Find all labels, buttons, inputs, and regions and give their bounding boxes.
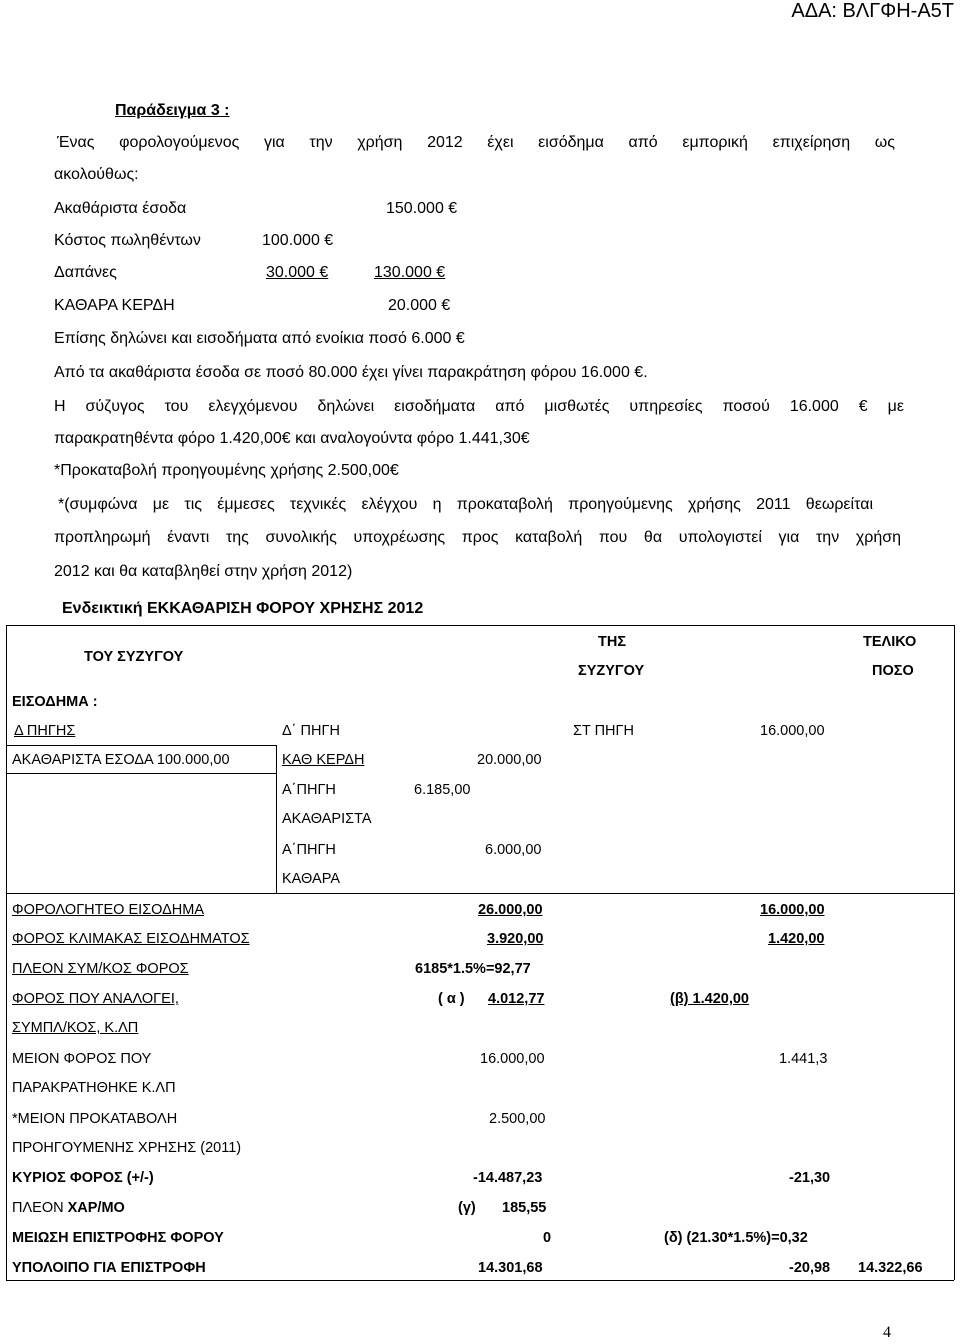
taxable-income-label: ΦΟΡΟΛΟΓΗΤΕΟ ΕΙΣΟΔΗΜΑ <box>12 902 205 918</box>
expenses-value: 30.000 € <box>266 264 329 281</box>
expenses-total: 130.000 € <box>374 264 446 281</box>
header-wife-2: ΣΥΖΥΓΟΥ <box>578 663 645 679</box>
withheld-label-1: ΜΕΙΟΝ ΦΟΡΟΣ ΠΟΥ <box>12 1051 152 1067</box>
header-total-1: ΤΕΛΙΚΟ <box>863 634 917 650</box>
prepay-husband: 2.500,00 <box>489 1111 546 1127</box>
header-spouse: ΤΟΥ ΣΥΖΥΓΟΥ <box>84 649 184 665</box>
cost-label: Κόστος πωληθέντων <box>54 232 201 249</box>
taxable-income-husband: 26.000,00 <box>478 902 543 918</box>
rent-line: Επίσης δηλώνει και εισοδήματα από ενοίκια ποσό 6.000 € <box>54 330 465 347</box>
page-number: 4 <box>883 1324 891 1341</box>
scale-tax-wife: 1.420,00 <box>768 931 825 947</box>
surplus-husband: 185,55 <box>502 1200 547 1216</box>
balance-wife: -20,98 <box>789 1260 831 1276</box>
d-source-label: Δ ΠΗΓΗΣ <box>14 723 76 739</box>
withheld-line: Από τα ακαθάριστα έσοδα σε ποσό 80.000 έχει γίνει παρακράτηση φόρου 16.000 €. <box>54 364 648 381</box>
row-line-taxable-top <box>6 893 954 894</box>
gross-value: 150.000 € <box>386 200 458 217</box>
prepay-label-1: *ΜΕΙΟΝ ΠΡΟΚΑΤΑΒΟΛΗ <box>12 1111 178 1127</box>
intro-line-2: ακολούθως: <box>54 166 139 183</box>
table-title: Ενδεικτική ΕΚΚΑΘΑΡΙΣΗ ΦΟΡΟΥ ΧΡΗΣΗΣ 2012 <box>62 600 424 617</box>
a-source-gross-1: Α΄ΠΗΓΗ <box>282 782 336 798</box>
d-source-label-2: Δ΄ ΠΗΓΗ <box>282 723 340 739</box>
balance-label: ΥΠΟΛΟΙΠΟ ΓΙΑ ΕΠΙΣΤΡΟΦΗ <box>12 1260 206 1276</box>
due-tax-wife: (β) 1.420,00 <box>670 991 749 1007</box>
reduction-wife: (δ) (21.30*1.5%)=0,32 <box>664 1230 808 1246</box>
withheld-husband: 16.000,00 <box>480 1051 545 1067</box>
reduction-husband: 0 <box>543 1230 552 1246</box>
table-border-right <box>954 625 955 1280</box>
note-line-3: 2012 και θα καταβληθεί στην χρήση 2012) <box>54 563 353 580</box>
spouse-line-1: Η σύζυγος του ελεγχόμενου δηλώνει εισοδήματα από μισθωτές υπηρεσίες ποσού 16.000 € με <box>54 398 904 415</box>
header-total-2: ΠΟΣΟ <box>872 663 914 679</box>
main-tax-label: ΚΥΡΙΟΣ ΦΟΡΟΣ (+/-) <box>12 1170 154 1186</box>
due-tax-husband: 4.012,77 <box>488 991 545 1007</box>
prepayment-line: *Προκαταβολή προηγουμένης χρήσης 2.500,00€ <box>54 462 399 479</box>
balance-total: 14.322,66 <box>858 1260 923 1276</box>
net-profit-cell-label: ΚΑΘ ΚΕΡΔΗ <box>282 752 365 768</box>
a-source-gross-2: ΑΚΑΘΑΡΙΣΤΑ <box>282 811 372 827</box>
row-line-gross-bottom <box>6 773 276 774</box>
surplus-label <box>12 1200 125 1216</box>
extra-tax-husband: 6185*1.5%=92,77 <box>415 961 531 977</box>
expenses-label: Δαπάνες <box>54 264 117 281</box>
net-profit-value: 20.000 € <box>388 297 451 314</box>
main-tax-husband: -14.487,23 <box>473 1170 543 1186</box>
column-divider <box>276 745 277 893</box>
scale-tax-label: ΦΟΡΟΣ ΚΛΙΜΑΚΑΣ ΕΙΣΟΔΗΜΑΤΟΣ <box>12 931 250 947</box>
withheld-label-2: ΠΑΡΑΚΡΑΤΗΘΗΚΕ Κ.ΛΠ <box>12 1080 176 1096</box>
gross-label: Ακαθάριστα έσοδα <box>54 200 187 217</box>
a-source-net-2: ΚΑΘΑΡΑ <box>282 871 340 887</box>
st-source-value: 16.000,00 <box>760 723 825 739</box>
table-border-left <box>6 625 7 1280</box>
ada-code: ΑΔΑ: ΒΛΓΦΗ-Α5Τ <box>791 0 954 22</box>
intro-line-1: Ένας φορολογούμενος για την χρήση 2012 έχει εισόδημα από εμπορική επιχείρηση ως <box>57 134 895 151</box>
a-source-net-value: 6.000,00 <box>485 842 542 858</box>
main-tax-wife: -21,30 <box>789 1170 831 1186</box>
prepay-label-2: ΠΡΟΗΓΟΥΜΕΝΗΣ ΧΡΗΣΗΣ (2011) <box>12 1140 242 1156</box>
header-wife-1: ΤΗΣ <box>598 634 627 650</box>
spouse-line-2: παρακρατηθέντα φόρο 1.420,00€ και αναλογούντα φόρο 1.441,30€ <box>54 430 530 447</box>
withheld-wife: 1.441,3 <box>779 1051 828 1067</box>
balance-husband: 14.301,68 <box>478 1260 543 1276</box>
net-profit-cell-value: 20.000,00 <box>477 752 542 768</box>
note-line-1: *(συμφώνα με τις έμμεσες τεχνικές ελέγχου η προκαταβολή προηγούμενης χρήσης 2011 θεωρείται <box>58 496 873 513</box>
surplus-label-plain: ΠΛΕΟΝ <box>12 1200 68 1216</box>
note-line-2: προπληρωμή έναντι της συνολικής υποχρέωσης προς καταβολή που θα υπολογιστεί για την χρήση <box>54 529 901 546</box>
income-label: ΕΙΣΟΔΗΜΑ : <box>12 694 98 710</box>
reduction-label: ΜΕΙΩΣΗ ΕΠΙΣΤΡΟΦΗΣ ΦΟΡΟΥ <box>12 1230 224 1246</box>
example-title: Παράδειγμα 3 : <box>115 102 230 119</box>
gross-income: ΑΚΑΘΑΡΙΣΤΑ ΕΣΟΔΑ 100.000,00 <box>12 752 230 768</box>
scale-tax-husband: 3.920,00 <box>487 931 544 947</box>
cost-value: 100.000 € <box>262 232 334 249</box>
row-line-gross <box>6 745 276 746</box>
due-tax-label-1: ΦΟΡΟΣ ΠΟΥ ΑΝΑΛΟΓΕΙ, <box>12 991 179 1007</box>
due-tax-label-2: ΣΥΜΠΛ/ΚΟΣ, Κ.ΛΠ <box>12 1020 139 1036</box>
net-profit-label: ΚΑΘΑΡΑ ΚΕΡΔΗ <box>54 297 175 314</box>
table-border-bottom <box>6 1280 954 1281</box>
st-source-label: ΣΤ ΠΗΓΗ <box>573 723 634 739</box>
taxable-income-wife: 16.000,00 <box>760 902 825 918</box>
a-source-gross-value: 6.185,00 <box>414 782 471 798</box>
due-tax-husband-prefix: ( α ) <box>438 991 465 1007</box>
extra-tax-label: ΠΛΕΟΝ ΣΥΜ/ΚΟΣ ΦΟΡΟΣ <box>12 961 189 977</box>
surplus-label-bold: ΧΑΡ/ΜΟ <box>67 1200 125 1216</box>
a-source-net-1: Α΄ΠΗΓΗ <box>282 842 336 858</box>
table-border-top <box>6 625 954 626</box>
surplus-husband-prefix: (γ) <box>458 1200 476 1216</box>
